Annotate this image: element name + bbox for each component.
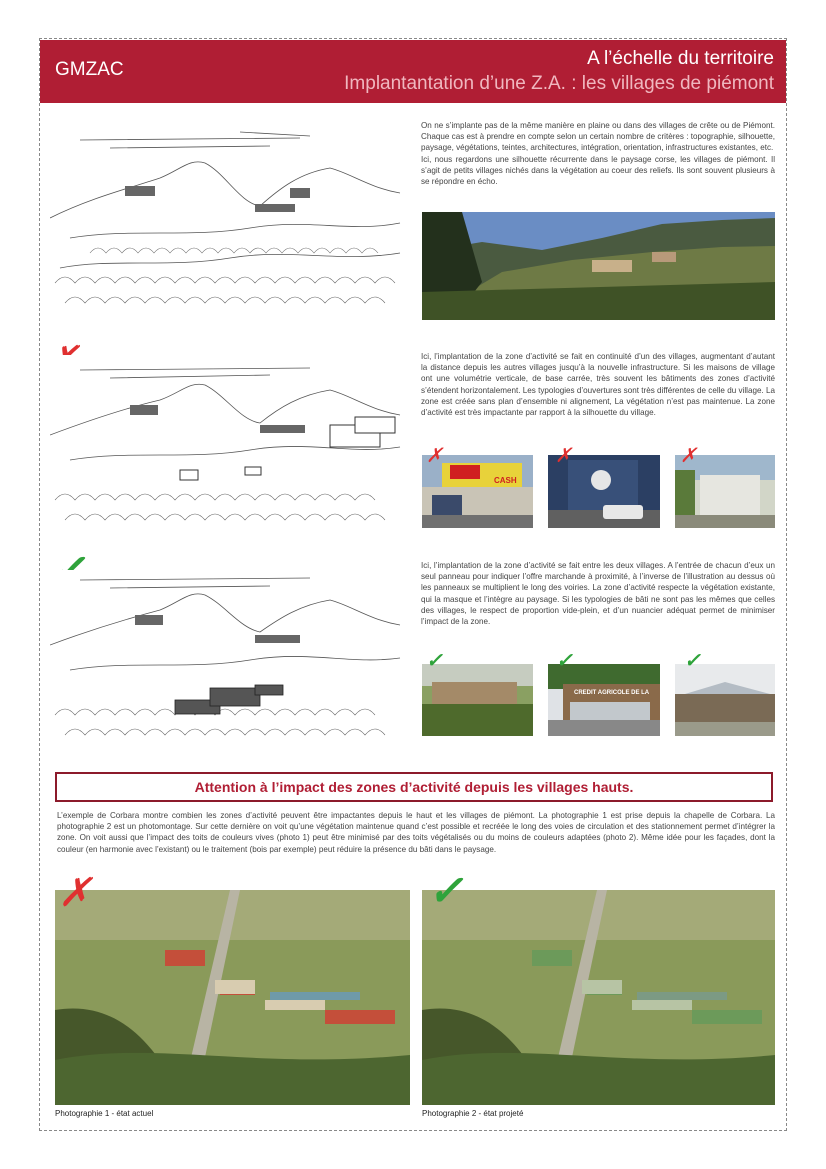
bank-sign: CREDIT AGRICOLE DE LA [574, 690, 650, 696]
good-mark-icon: ✓ [684, 648, 701, 672]
attention-heading: Attention à l’impact des zones d’activité depuis les villages hauts. [55, 772, 773, 802]
section-2-text: Ici, l’implantation de la zone d’activité se fait en continuité d’un des villages, augmentant d’autant la distance depuis les autres villages jusqu’à la nouvelle infrastructure. Si les maisons de village ont une volumétrie verticale, de base carrée, très souvent les bâtiments des zones d’activité s’étendent horizontalement. Les typologies d’ouvertures sont très différentes de celle du village. La zone est créée sans plan d’ensemble ni alignement, La végétation n’est pas maintenue. La zone d’activité est très impactante par rapport à la silhouette du village. [421, 352, 775, 418]
section-3-text: Ici, l’implantation de la zone d’activité se fait entre les deux villages. A l’entrée de chacun d’eux un seul panneau pour indiquer l’offre marchande à proximité, à l’inverse de l’illustration au dessus où les panneaux se multiplient le long des voiries. La zone d’activité respecte la végétation existante, qui la masque et l’intègre au paysage. Si les typologies de bâti ne sont pas les mêmes que celles des villages, le respect de proportion vide-plein, et d’un nuancier adéquat permet de minimiser l’impact de la zone. [421, 561, 775, 627]
photo-good-building-2 [548, 664, 660, 736]
good-mark-icon: ✓ [428, 866, 464, 915]
photo-aerial-current [55, 890, 410, 1105]
store-sign: CASH [494, 476, 517, 485]
photo-village-landscape [422, 212, 775, 320]
bad-mark-icon: ✗ [45, 338, 79, 384]
photo-good-building-3 [675, 664, 775, 736]
sketch-integrated-zone [50, 570, 408, 740]
bad-mark-icon: ✗ [680, 443, 697, 467]
attention-text: L’exemple de Corbara montre combien les zones d’activité peuvent être impactantes depuis le haut et les villages de piémont. La photographie 1 est prise depuis la chapelle de Corbara. La photographie 2 est un photomontage. Sur cette dernière on voit qu’une végétation maintenue quand c’est possible et recréée le long des voies de circulation et des stationnement permet d’intégrer la zone. On voit aussi que l’impact des toits de couleurs vives (photo 1) peut être minimisé par des toits végétalisés ou du moins de couleurs adaptées (photo 2). Même idée pour les façades, dont la couleur (en harmonie avec l’existant) ou le traitement (bois par exemple) peut réduire la présence du bâti dans le paysage. [57, 811, 775, 854]
photo-2-caption: Photographie 2 - état projeté [422, 1109, 524, 1118]
sketch-piedmont-villages [50, 118, 408, 308]
good-mark-icon: ✓ [426, 648, 443, 672]
good-mark-icon: ✓ [50, 545, 86, 594]
bad-mark-icon: ✗ [58, 870, 92, 916]
page-title: A l’échelle du territoire [587, 48, 774, 69]
photo-good-building-1 [422, 664, 533, 736]
brand-label: GMZAC [55, 59, 124, 80]
good-mark-icon: ✓ [556, 648, 573, 672]
header-banner [40, 40, 786, 103]
sketch-continuous-zone [50, 355, 408, 525]
page-subtitle: Implantantation d’une Z.A. : les villages de piémont [344, 73, 774, 94]
bad-mark-icon: ✗ [555, 443, 572, 467]
section-1-text: On ne s’implante pas de la même manière en plaine ou dans des villages de crête ou de Piémont. Chaque cas est à prendre en compte selon un certain nombre de critères : topographie, silhouette, paysage, végétations, teintes, architectures, intégration, orientation, infrastructures existantes, etc. Ici, nous regardons une silhouette récurrente dans le paysage corse, les villages de piémont. Il s’agit de petits villages nichés dans la végétation au coeur des reliefs. Ils sont souvent plusieurs à se répondre en écho. [421, 121, 775, 187]
bad-mark-icon: ✗ [426, 443, 443, 467]
photo-aerial-projected [422, 890, 775, 1105]
photo-1-caption: Photographie 1 - état actuel [55, 1109, 154, 1118]
